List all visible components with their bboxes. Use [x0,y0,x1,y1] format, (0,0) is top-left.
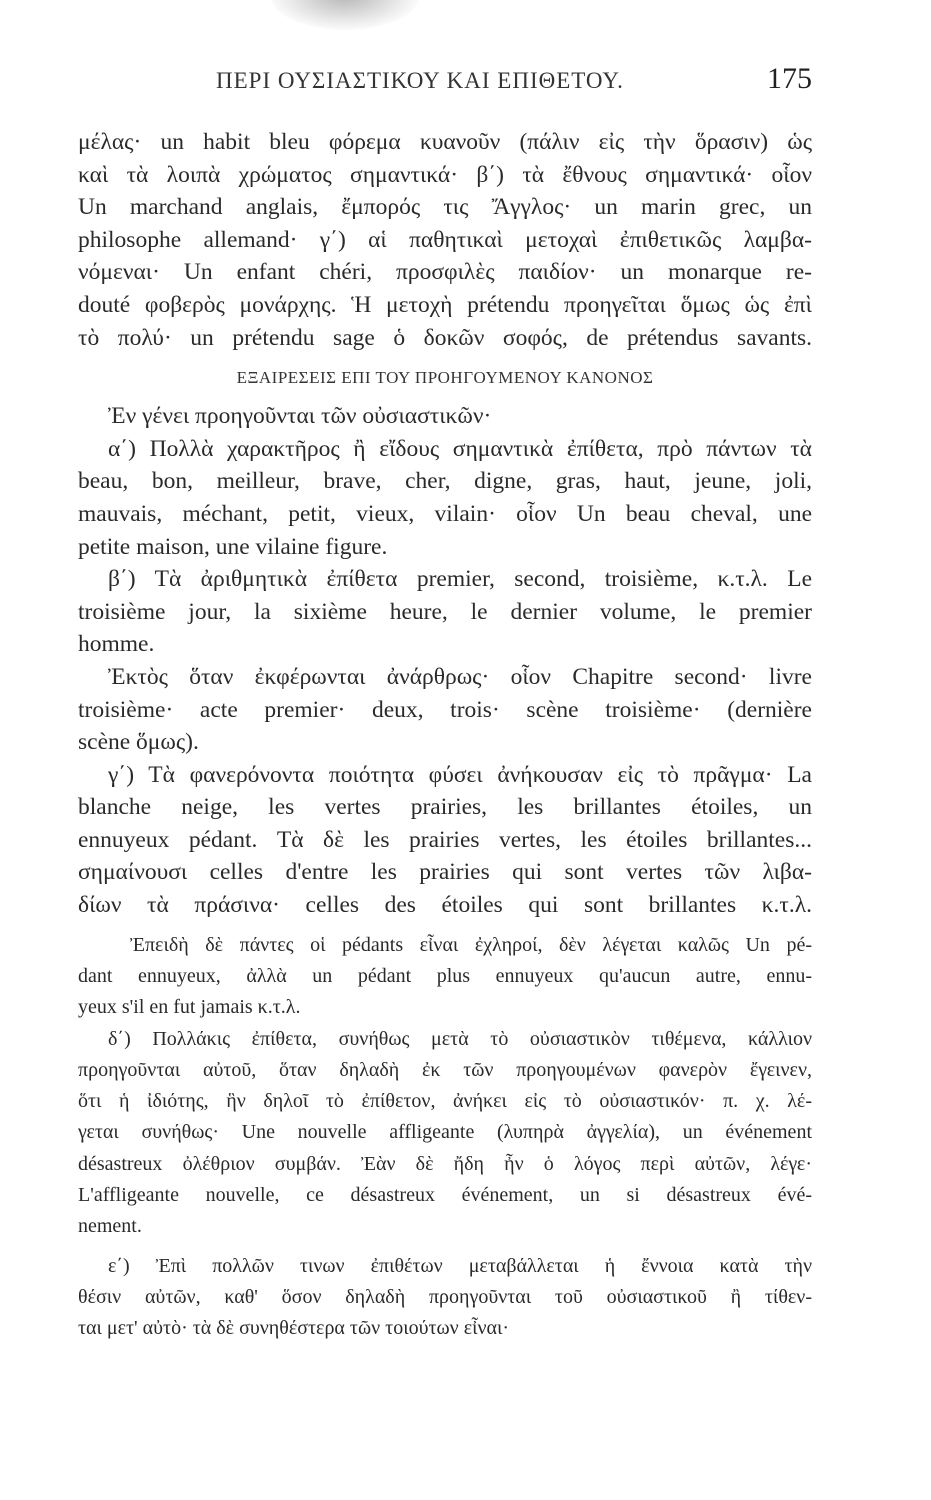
text-line: α΄) Πολλὰ χαρακτῆρος ἢ εἴδους σημαντικὰ ἐπίθετα, πρὸ πάντων τὰ [108,435,812,462]
text-line: θέσιν αὐτῶν, καθ' ὅσον δηλαδὴ προηγοῦνται τοῦ οὐσιαστικοῦ ἢ τίθεν- [78,1285,812,1308]
text-line: blanche neige, les vertes prairies, les brillantes étoiles, un [78,794,812,821]
text-line: Un marchand anglais, ἔμπορός τις Ἄγγλος· un marin grec, un [78,194,812,221]
text-line: Ἐν γένει προηγοῦνται τῶν οὐσιαστικῶν· [108,403,492,430]
running-title: ΠΕΡΙ ΟΥΣΙΑΣΤΙΚΟΥ ΚΑΙ ΕΠΙΘΕΤΟΥ. [216,68,624,93]
text-line: γεται συνήθως· Une nouvelle affligeante (λυπηρὰ ἀγγελία), un événement [78,1121,812,1144]
text-line: troisième jour, la sixième heure, le dernier volume, le premier [78,598,812,625]
page-smudge [270,0,420,30]
text-line: troisième· acte premier· deux, trois· scène troisième· (dernière [78,696,812,723]
text-line: scène ὅμως). [78,729,199,756]
text-line: δ΄) Πολλάκις ἐπίθετα, συνήθως μετὰ τὸ οὐσιαστικὸν τιθέμενα, κάλλιον [108,1027,812,1050]
text-line: beau, bon, meilleur, brave, cher, digne, gras, haut, jeune, joli, [78,468,812,495]
text-line: σημαίνουσι celles d'entre les prairies qui sont vertes τῶν λιβα- [78,859,812,886]
text-line: Ἐκτὸς ὅταν ἐκφέρωνται ἀνάρθρως· οἷον Chapitre second· livre [108,663,812,690]
text-line: καὶ τὰ λοιπὰ χρώματος σημαντικά· β΄) τὰ ἔθνους σημαντικά· οἷον [78,161,812,188]
page-header [78,58,812,102]
text-line: désastreux ὀλέθριον συμβάν. Ἐὰν δὲ ἤδη ἦν ὁ λόγος περὶ αὐτῶν, λέγε· [78,1152,812,1175]
text-line: τὸ πολύ· un prétendu sage ὁ δοκῶν σοφός, de prétendus savants. [78,324,812,351]
text-line: ται μετ' αὐτὸ· τὰ δὲ συνηθέστερα τῶν τοιούτων εἶναι· [78,1317,510,1340]
text-line: petite maison, une vilaine figure. [78,533,388,560]
section-heading: ΕΞΑΙΡΕΣΕΙΣ ΕΠΙ ΤΟΥ ΠΡΟΗΓΟΥΜΕΝΟΥ ΚΑΝΟΝΟΣ [236,368,654,388]
text-line: mauvais, méchant, petit, vieux, vilain· οἷον Un beau cheval, une [78,500,812,527]
text-line: προηγοῦνται αὐτοῦ, ὅταν δηλαδὴ ἐκ τῶν προηγουμένων φανερὸν ἔγεινεν, [78,1058,812,1081]
text-line: β΄) Τὰ ἀριθμητικὰ ἐπίθετα premier, second, troisième, κ.τ.λ. Le [108,566,812,593]
book-page [78,58,812,1345]
text-line: nement. [78,1215,142,1238]
text-line: douté φοβερὸς μονάρχης. Ἡ μετοχὴ prétendu προηγεῖται ὅμως ὡς ἐπὶ [78,291,812,318]
text-line: ε΄) Ἐπὶ πολλῶν τινων ἐπιθέτων μεταβάλλεται ἡ ἔννοια κατὰ τὴν [108,1254,812,1277]
text-line: ennuyeux pédant. Τὰ δὲ les prairies vertes, les étoiles brillantes... [78,826,812,853]
text-line: δίων τὰ πράσινα· celles des étoiles qui sont brillantes κ.τ.λ. [78,892,812,919]
body-text [78,126,812,1345]
text-line: yeux s'il en fut jamais κ.τ.λ. [78,996,301,1019]
text-line: dant ennuyeux, ἀλλὰ un pédant plus ennuyeux qu'aucun autre, ennu- [78,964,812,987]
page-number: 175 [767,62,812,95]
text-line: μέλας· un habit bleu φόρεμα κυανοῦν (πάλιν εἰς τὴν ὅρασιν) ὡς [78,129,812,155]
text-line: ὅτι ἡ ἰδιότης, ἣν δηλοῖ τὸ ἐπίθετον, ἀνήκει εἰς τὸ οὐσιαστικόν· π. χ. λέ- [78,1090,812,1113]
text-line: Ἐπειδὴ δὲ πάντες οἱ pédants εἶναι ἐχληροί, δὲν λέγεται καλῶς Un pé- [130,933,812,956]
text-line: νόμεναι· Un enfant chéri, προσφιλὲς παιδίον· un monarque re- [78,259,812,286]
text-line: L'affligeante nouvelle, ce désastreux événement, un si désastreux évé- [78,1184,812,1207]
text-line: homme. [78,631,155,658]
text-line: γ΄) Τὰ φανερόνοντα ποιότητα φύσει ἀνήκουσαν εἰς τὸ πρᾶγμα· La [108,761,812,788]
text-line: philosophe allemand· γ΄) αἱ παθητικαὶ μετοχαὶ ἐπιθετικῶς λαμβα- [78,226,812,253]
